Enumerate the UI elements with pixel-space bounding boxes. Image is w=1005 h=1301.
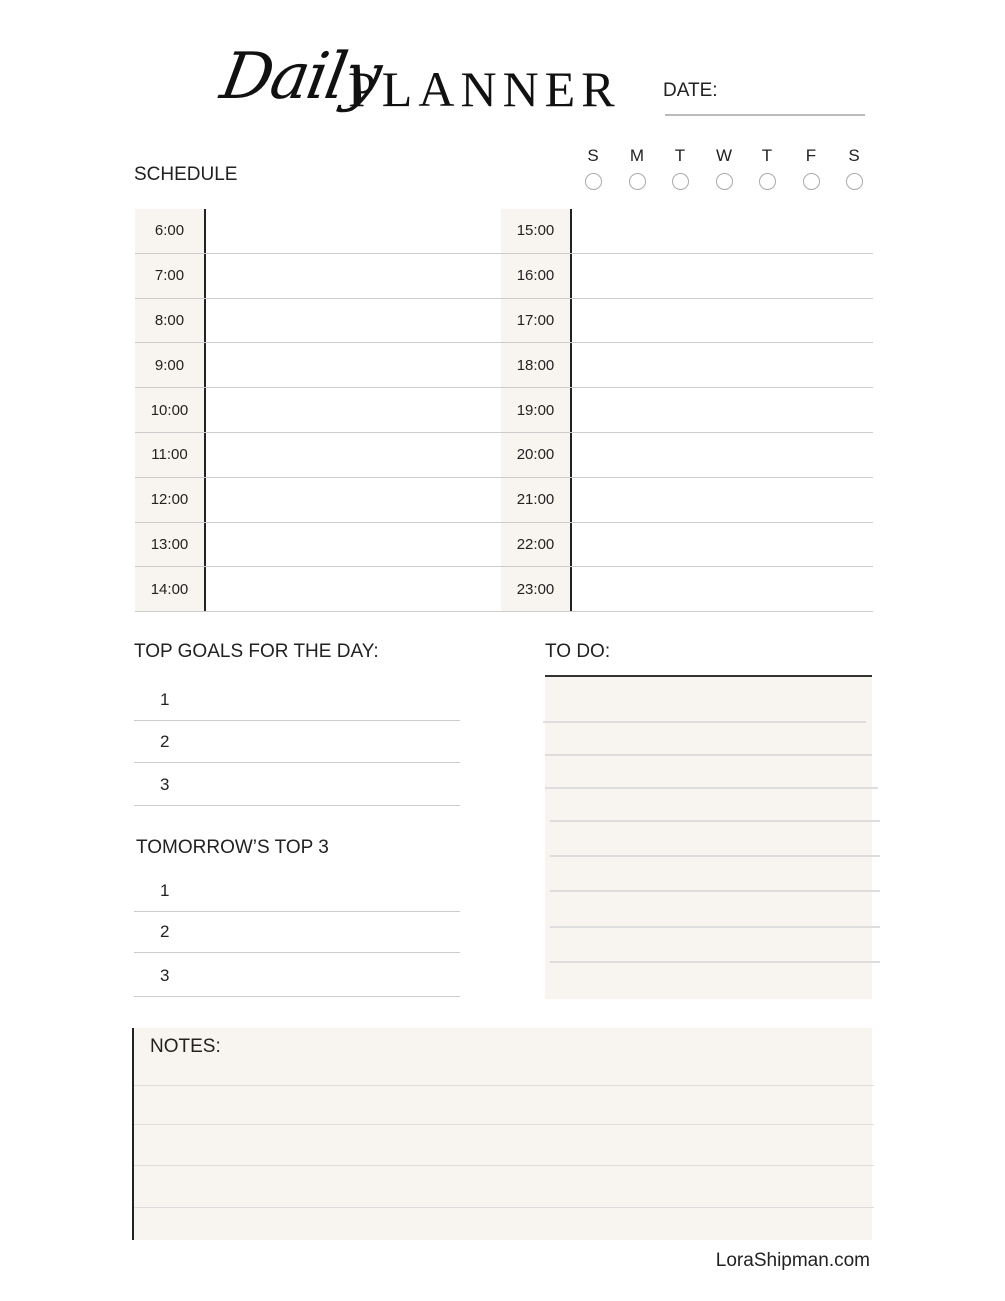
weekday-label: W	[715, 146, 733, 165]
todo-line	[550, 855, 880, 857]
notes-line	[134, 1207, 874, 1208]
schedule-row[interactable]	[501, 299, 873, 344]
goal-number: 3	[160, 775, 170, 794]
time-label: 9:00	[135, 343, 206, 387]
time-label: 12:00	[135, 478, 206, 522]
footer-website: LoraShipman.com	[715, 1250, 870, 1271]
goal-row[interactable]	[134, 680, 460, 721]
schedule-row[interactable]	[501, 388, 873, 433]
time-label: 17:00	[501, 299, 572, 343]
time-label: 10:00	[135, 388, 206, 432]
todo-line	[550, 961, 880, 963]
goal-number: 1	[160, 881, 170, 900]
time-label: 20:00	[501, 433, 572, 477]
time-label: 18:00	[501, 343, 572, 387]
todo-line	[543, 721, 866, 723]
schedule-label: SCHEDULE	[134, 164, 238, 185]
goal-row[interactable]	[134, 912, 460, 953]
time-label: 7:00	[135, 254, 206, 298]
todo-line	[545, 754, 872, 756]
goal-row[interactable]	[134, 956, 460, 997]
schedule-row[interactable]	[135, 299, 501, 344]
weekday-label: T	[761, 146, 773, 165]
notes-line	[134, 1165, 874, 1166]
weekday-radio[interactable]	[672, 173, 689, 190]
goals-label: TOP GOALS FOR THE DAY:	[134, 641, 379, 662]
goal-row[interactable]	[134, 871, 460, 912]
schedule-row[interactable]	[135, 254, 501, 299]
todo-line	[550, 890, 880, 892]
weekday-label: F	[805, 146, 817, 165]
date-field[interactable]	[665, 114, 865, 116]
time-label: 15:00	[501, 209, 572, 253]
goal-number: 3	[160, 966, 170, 985]
schedule-row[interactable]	[501, 433, 873, 478]
notes-line	[134, 1124, 874, 1125]
time-label: 8:00	[135, 299, 206, 343]
notes-box[interactable]	[132, 1028, 872, 1240]
schedule-row[interactable]	[501, 523, 873, 568]
date-label: DATE:	[663, 80, 718, 101]
todo-line	[545, 787, 878, 789]
title-main: PLANNER	[348, 61, 621, 117]
todo-label: TO DO:	[545, 641, 611, 662]
weekday-radio[interactable]	[846, 173, 863, 190]
time-label: 6:00	[135, 209, 206, 253]
time-label: 19:00	[501, 388, 572, 432]
schedule-row[interactable]	[135, 209, 501, 254]
goal-number: 2	[160, 922, 170, 941]
todo-line	[550, 926, 880, 928]
time-label: 14:00	[135, 567, 206, 611]
time-label: 16:00	[501, 254, 572, 298]
weekday-radio[interactable]	[716, 173, 733, 190]
weekday-label: S	[848, 146, 860, 165]
weekday-radio[interactable]	[803, 173, 820, 190]
todo-line	[550, 820, 880, 822]
tomorrow-label: TOMORROW’S TOP 3	[136, 837, 329, 858]
notes-label: NOTES:	[150, 1036, 221, 1057]
schedule-row[interactable]	[135, 433, 501, 478]
goal-number: 2	[160, 732, 170, 751]
schedule-row[interactable]	[135, 523, 501, 568]
schedule-row[interactable]	[135, 388, 501, 433]
weekday-radio[interactable]	[759, 173, 776, 190]
goal-number: 1	[160, 690, 170, 709]
notes-line	[134, 1085, 874, 1086]
time-label: 23:00	[501, 567, 572, 611]
goal-row[interactable]	[134, 765, 460, 806]
weekday-radio[interactable]	[585, 173, 602, 190]
goal-row[interactable]	[134, 722, 460, 763]
weekday-radio[interactable]	[629, 173, 646, 190]
schedule-row[interactable]	[135, 478, 501, 523]
schedule-row[interactable]	[501, 209, 873, 254]
time-label: 21:00	[501, 478, 572, 522]
schedule-row[interactable]	[501, 478, 873, 523]
time-label: 11:00	[135, 433, 206, 477]
schedule-row[interactable]	[135, 567, 501, 612]
time-label: 22:00	[501, 523, 572, 567]
weekday-label: T	[674, 146, 686, 165]
title-script: Daily	[215, 40, 386, 114]
schedule-row[interactable]	[501, 567, 873, 612]
schedule-row[interactable]	[135, 343, 501, 388]
schedule-row[interactable]	[501, 343, 873, 388]
schedule-row[interactable]	[501, 254, 873, 299]
time-label: 13:00	[135, 523, 206, 567]
weekday-label: M	[629, 146, 645, 165]
todo-box[interactable]	[545, 675, 872, 999]
weekday-label: S	[587, 146, 599, 165]
